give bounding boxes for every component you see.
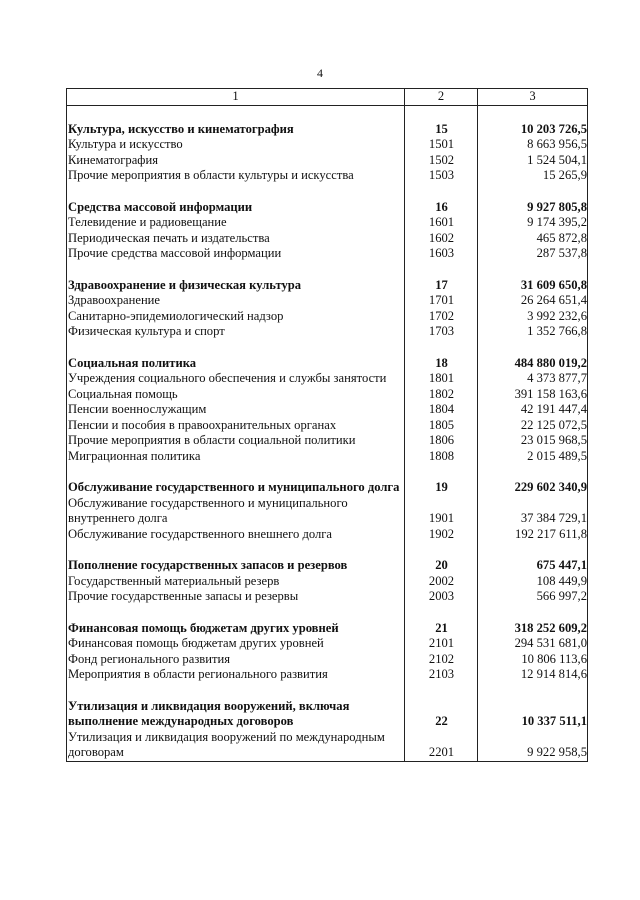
- spacer-cell: [405, 605, 478, 621]
- spacer-cell: [405, 184, 478, 200]
- table-row: [67, 387, 588, 403]
- spacer-cell: [478, 340, 588, 356]
- section-amount: 10 203 726,5: [478, 122, 588, 138]
- item-code: 2101: [405, 636, 478, 652]
- item-code: 2002: [405, 574, 478, 590]
- table-row: [67, 449, 588, 465]
- item-amount: 1 524 504,1: [478, 153, 588, 169]
- table-row: [67, 589, 588, 605]
- item-amount: 15 265,9: [478, 168, 588, 184]
- section-title: Обслуживание государственного и муниципального долга: [67, 480, 405, 496]
- item-code: 1802: [405, 387, 478, 403]
- item-amount: 287 537,8: [478, 246, 588, 262]
- section-title: Социальная политика: [67, 356, 405, 372]
- section-amount: 31 609 650,8: [478, 278, 588, 294]
- table-header: [67, 89, 588, 106]
- spacer-cell: [67, 542, 405, 558]
- spacer-cell: [405, 464, 478, 480]
- section-amount: 10 337 511,1: [478, 699, 588, 730]
- table-row: [67, 137, 588, 153]
- table-body: [67, 105, 588, 761]
- spacer-cell: [478, 683, 588, 699]
- table-row: [67, 418, 588, 434]
- spacer-cell: [405, 262, 478, 278]
- item-amount: 391 158 163,6: [478, 387, 588, 403]
- budget-table: [66, 88, 588, 762]
- spacer-cell: [67, 184, 405, 200]
- item-name: Обслуживание государственного внешнего долга: [67, 527, 405, 543]
- spacer-cell: [67, 262, 405, 278]
- item-code: 1804: [405, 402, 478, 418]
- item-name: Здравоохранение: [67, 293, 405, 309]
- table-row: [67, 215, 588, 231]
- item-name: Финансовая помощь бюджетам других уровней: [67, 636, 405, 652]
- item-code: 2102: [405, 652, 478, 668]
- item-code: 1502: [405, 153, 478, 169]
- item-name: Социальная помощь: [67, 387, 405, 403]
- item-amount: 3 992 232,6: [478, 309, 588, 325]
- item-amount: 23 015 968,5: [478, 433, 588, 449]
- item-code: 1603: [405, 246, 478, 262]
- item-name: Фонд регионального развития: [67, 652, 405, 668]
- item-code: 2103: [405, 667, 478, 683]
- table-row: [67, 246, 588, 262]
- spacer-cell: [478, 605, 588, 621]
- item-code: 1602: [405, 231, 478, 247]
- spacer-cell: [67, 105, 405, 122]
- item-code: 2201: [405, 730, 478, 762]
- table-row: [67, 402, 588, 418]
- section-amount: 9 927 805,8: [478, 200, 588, 216]
- section-code: 16: [405, 200, 478, 216]
- item-amount: 1 352 766,8: [478, 324, 588, 340]
- spacer-row: [67, 105, 588, 122]
- item-name: Культура и искусство: [67, 137, 405, 153]
- item-amount: 37 384 729,1: [478, 496, 588, 527]
- table-row: [67, 309, 588, 325]
- table-row: [67, 730, 588, 762]
- item-name: Телевидение и радиовещание: [67, 215, 405, 231]
- section-amount: 675 447,1: [478, 558, 588, 574]
- section-row: [67, 122, 588, 138]
- item-code: 1701: [405, 293, 478, 309]
- item-name: Мероприятия в области регионального развития: [67, 667, 405, 683]
- section-title: Культура, искусство и кинематография: [67, 122, 405, 138]
- item-name: Периодическая печать и издательства: [67, 231, 405, 247]
- spacer-cell: [67, 683, 405, 699]
- item-code: 1702: [405, 309, 478, 325]
- item-name: Кинематография: [67, 153, 405, 169]
- table-row: [67, 574, 588, 590]
- section-amount: 318 252 609,2: [478, 621, 588, 637]
- item-amount: 22 125 072,5: [478, 418, 588, 434]
- section-amount: 229 602 340,9: [478, 480, 588, 496]
- section-code: 15: [405, 122, 478, 138]
- item-code: 1503: [405, 168, 478, 184]
- section-code: 20: [405, 558, 478, 574]
- item-amount: 12 914 814,6: [478, 667, 588, 683]
- spacer-row: [67, 605, 588, 621]
- section-amount: 484 880 019,2: [478, 356, 588, 372]
- item-amount: 566 997,2: [478, 589, 588, 605]
- item-amount: 2 015 489,5: [478, 449, 588, 465]
- spacer-row: [67, 464, 588, 480]
- spacer-row: [67, 262, 588, 278]
- item-name: Пенсии военнослужащим: [67, 402, 405, 418]
- item-amount: 294 531 681,0: [478, 636, 588, 652]
- table-row: [67, 293, 588, 309]
- section-row: [67, 699, 588, 730]
- item-code: 1703: [405, 324, 478, 340]
- spacer-cell: [478, 542, 588, 558]
- item-amount: 108 449,9: [478, 574, 588, 590]
- spacer-cell: [67, 340, 405, 356]
- section-title: Здравоохранение и физическая культура: [67, 278, 405, 294]
- item-amount: 10 806 113,6: [478, 652, 588, 668]
- table-row: [67, 371, 588, 387]
- section-code: 19: [405, 480, 478, 496]
- item-amount: 42 191 447,4: [478, 402, 588, 418]
- item-code: 1808: [405, 449, 478, 465]
- table-row: [67, 153, 588, 169]
- table-row: [67, 667, 588, 683]
- item-code: 1501: [405, 137, 478, 153]
- spacer-cell: [478, 464, 588, 480]
- table-row: [67, 496, 588, 527]
- item-name: Прочие государственные запасы и резервы: [67, 589, 405, 605]
- spacer-cell: [478, 105, 588, 122]
- section-row: [67, 621, 588, 637]
- item-amount: 8 663 956,5: [478, 137, 588, 153]
- item-name: Санитарно-эпидемиологический надзор: [67, 309, 405, 325]
- item-amount: 26 264 651,4: [478, 293, 588, 309]
- item-code: 1805: [405, 418, 478, 434]
- item-name: Учреждения социального обеспечения и службы занятости: [67, 371, 405, 387]
- item-name: Физическая культура и спорт: [67, 324, 405, 340]
- item-code: 1801: [405, 371, 478, 387]
- item-name: Миграционная политика: [67, 449, 405, 465]
- section-title: Утилизация и ликвидация вооружений, включая выполнение международных договоров: [67, 699, 405, 730]
- item-name: Прочие мероприятия в области культуры и искусства: [67, 168, 405, 184]
- section-row: [67, 278, 588, 294]
- table-row: [67, 231, 588, 247]
- item-amount: 465 872,8: [478, 231, 588, 247]
- header-col-2: 2: [405, 89, 478, 106]
- section-row: [67, 200, 588, 216]
- section-title: Пополнение государственных запасов и резервов: [67, 558, 405, 574]
- page-number: 4: [317, 66, 323, 80]
- item-name: Пенсии и пособия в правоохранительных органах: [67, 418, 405, 434]
- section-code: 18: [405, 356, 478, 372]
- section-row: [67, 356, 588, 372]
- table-row: [67, 324, 588, 340]
- item-amount: 9 174 395,2: [478, 215, 588, 231]
- section-row: [67, 480, 588, 496]
- table-row: [67, 636, 588, 652]
- spacer-cell: [405, 105, 478, 122]
- table-row: [67, 168, 588, 184]
- spacer-cell: [67, 464, 405, 480]
- item-name: Обслуживание государственного и муниципального внутреннего долга: [67, 496, 405, 527]
- spacer-row: [67, 683, 588, 699]
- item-amount: 4 373 877,7: [478, 371, 588, 387]
- section-row: [67, 558, 588, 574]
- spacer-row: [67, 542, 588, 558]
- item-code: 1902: [405, 527, 478, 543]
- table-row: [67, 527, 588, 543]
- item-code: 2003: [405, 589, 478, 605]
- header-col-1: 1: [67, 89, 405, 106]
- spacer-row: [67, 184, 588, 200]
- spacer-cell: [478, 184, 588, 200]
- item-name: Прочие средства массовой информации: [67, 246, 405, 262]
- item-amount: 192 217 611,8: [478, 527, 588, 543]
- section-code: 21: [405, 621, 478, 637]
- section-code: 22: [405, 699, 478, 730]
- spacer-cell: [405, 683, 478, 699]
- item-amount: 9 922 958,5: [478, 730, 588, 762]
- section-code: 17: [405, 278, 478, 294]
- item-code: 1901: [405, 496, 478, 527]
- item-name: Прочие мероприятия в области социальной политики: [67, 433, 405, 449]
- spacer-cell: [67, 605, 405, 621]
- table-row: [67, 652, 588, 668]
- section-title: Финансовая помощь бюджетам других уровней: [67, 621, 405, 637]
- item-name: Государственный материальный резерв: [67, 574, 405, 590]
- section-title: Средства массовой информации: [67, 200, 405, 216]
- item-code: 1601: [405, 215, 478, 231]
- spacer-cell: [478, 262, 588, 278]
- spacer-row: [67, 340, 588, 356]
- table-row: [67, 433, 588, 449]
- item-code: 1806: [405, 433, 478, 449]
- header-col-3: 3: [478, 89, 588, 106]
- item-name: Утилизация и ликвидация вооружений по международным договорам: [67, 730, 405, 762]
- spacer-cell: [405, 542, 478, 558]
- spacer-cell: [405, 340, 478, 356]
